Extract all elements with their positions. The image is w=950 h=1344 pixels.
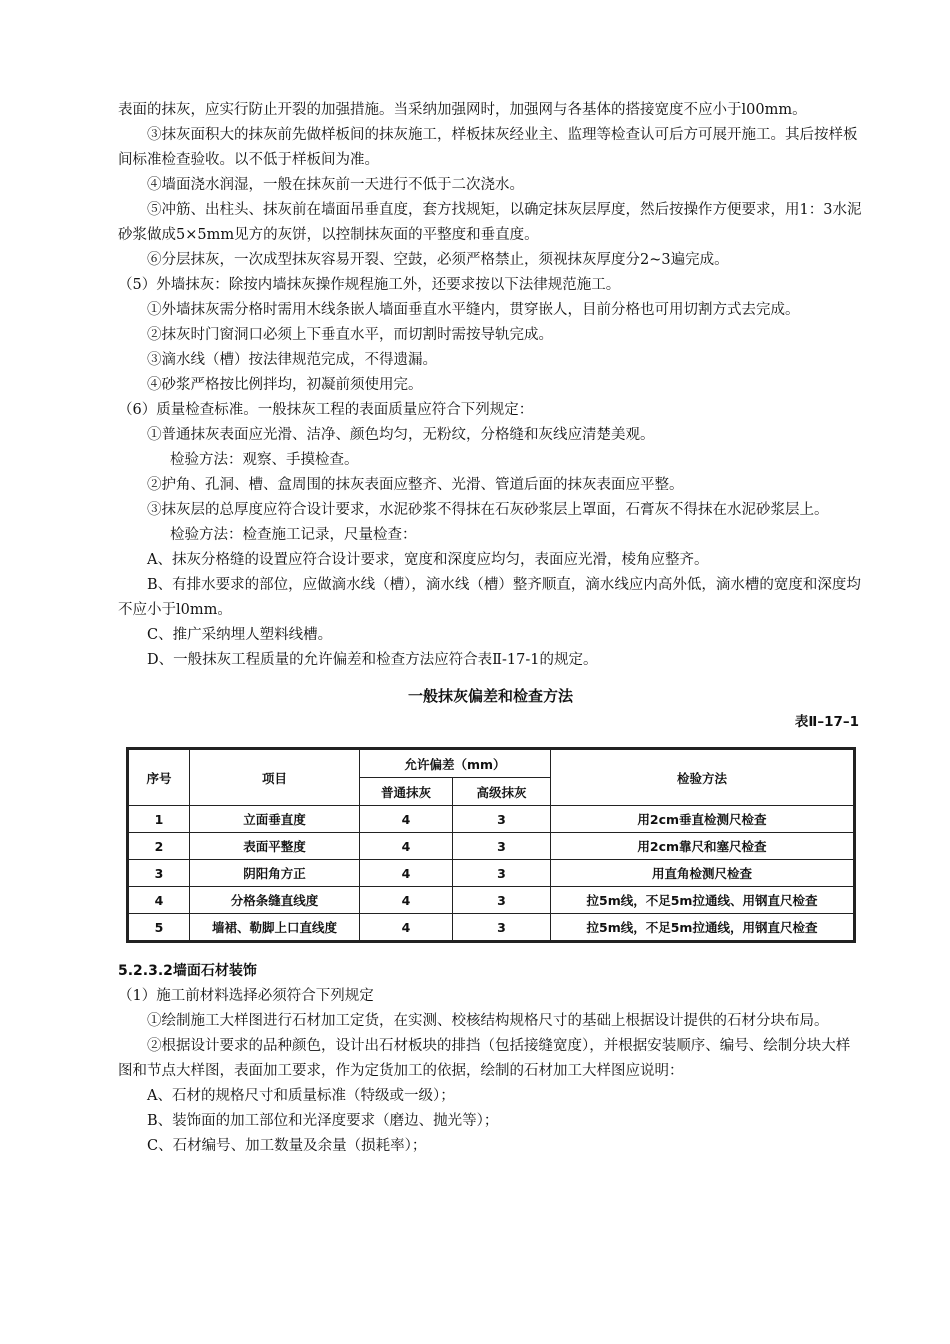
cell-advanced: 3 [453,887,551,914]
paragraph: ③抹灰面积大的抹灰前先做样板间的抹灰施工，样板抹灰经业主、监理等检查认可后方可展开施工。其后按样板间标准检查验收。以不低于样板间为准。 [118,127,858,168]
header-item: 项目 [190,749,360,806]
body-text-bottom [118,984,863,1159]
paragraph: （6）质量检查标准。一般抹灰工程的表面质量应符合下列规定： [118,402,534,418]
cell-method: 拉5m线，不足5m拉通线，用钢直尺检查 [551,914,855,942]
paragraph: A、抹灰分格缝的设置应符合设计要求，宽度和深度应均匀，表面应光滑，棱角应整齐。 [147,552,709,568]
paragraph: ①绘制施工大样图进行石材加工定货，在实测、校核结构规格尺寸的基础上根据设计提供的石材分块布局。 [147,1013,829,1029]
paragraph: B、有排水要求的部位，应做滴水线（槽），滴水线（槽）整齐顺直，滴水线应内高外低，滴水槽的宽度和深度均不应小于l0mm。 [118,577,861,618]
cell-normal: 4 [360,914,453,942]
paragraph: C、石材编号、加工数量及余量（损耗率）； [147,1138,427,1154]
header-seq: 序号 [128,749,190,806]
cell-seq: 3 [128,860,190,887]
header-tolerance: 允许偏差（mm） [360,749,551,778]
tolerance-table [126,747,856,943]
paragraph: A、石材的规格尺寸和质量标准（特级或一级）； [147,1088,455,1104]
cell-advanced: 3 [453,806,551,833]
table-number: 表Ⅱ–17–1 [794,714,859,730]
paragraph: ①外墙抹灰需分格时需用木线条嵌人墙面垂直水平缝内，贯穿嵌人，目前分格也可用切割方式去完成。 [147,302,800,318]
cell-item: 表面平整度 [190,833,360,860]
paragraph: ⑥分层抹灰，一次成型抹灰容易开裂、空鼓，必须严格禁止，须视抹灰厚度分2~3遍完成。 [147,252,729,268]
paragraph: 检验方法：观察、手摸检查。 [170,452,359,468]
paragraph: ①普通抹灰表面应光滑、洁净、颜色均匀，无粉纹，分格缝和灰线应清楚美观。 [147,427,655,443]
table-row [128,887,855,914]
paragraph: ④墙面浇水润湿，一般在抹灰前一天进行不低于二次浇水。 [147,177,524,193]
body-text-top [118,98,863,673]
cell-method: 用2cm靠尺和塞尺检查 [551,833,855,860]
cell-normal: 4 [360,806,453,833]
document-page [118,98,863,1159]
paragraph: ②抹灰时门窗洞口必须上下垂直水平，而切割时需按导轨完成。 [147,327,553,343]
cell-seq: 2 [128,833,190,860]
cell-method: 用2cm垂直检测尺检查 [551,806,855,833]
table-row [128,860,855,887]
paragraph: （1）施工前材料选择必须符合下列规定 [118,988,374,1004]
paragraph: B、装饰面的加工部位和光泽度要求（磨边、抛光等）； [147,1113,499,1129]
paragraph: ⑤冲筋、出柱头、抹灰前在墙面吊垂直度，套方找规矩，以确定抹灰层厚度，然后按操作方便要求，用1：3水泥砂浆做成5×5mm见方的灰饼，以控制抹灰面的平整度和垂直度。 [118,202,862,243]
paragraph: ②护角、孔洞、槽、盒周围的抹灰表面应整齐、光滑、管道后面的抹灰表面应平整。 [147,477,684,493]
paragraph: ④砂浆严格按比例拌均，初凝前须使用完。 [147,377,423,393]
cell-item: 分格条缝直线度 [190,887,360,914]
header-method: 检验方法 [551,749,855,806]
cell-normal: 4 [360,887,453,914]
paragraph: ③滴水线（槽）按法律规范完成，不得遗漏。 [147,352,437,368]
cell-item: 立面垂直度 [190,806,360,833]
cell-method: 用直角检测尺检查 [551,860,855,887]
cell-advanced: 3 [453,860,551,887]
paragraph: ③抹灰层的总厚度应符合设计要求，水泥砂浆不得抹在石灰砂浆层上罩面，石膏灰不得抹在水泥砂浆层上。 [147,502,829,518]
paragraph: 表面的抹灰，应实行防止开裂的加强措施。当采纳加强网时，加强网与各基体的搭接宽度不应小于l00mm。 [118,102,807,118]
cell-normal: 4 [360,833,453,860]
paragraph: 检验方法：检查施工记录，尺量检查： [170,527,417,543]
cell-seq: 4 [128,887,190,914]
cell-advanced: 3 [453,833,551,860]
paragraph: C、推广采纳埋人塑料线槽。 [147,627,333,643]
table-row [128,806,855,833]
cell-seq: 5 [128,914,190,942]
paragraph: ②根据设计要求的品种颜色，设计出石材板块的排挡（包括接缝宽度），并根据安装顺序、编号、绘制分块大样图和节点大样图，表面加工要求，作为定货加工的依据，绘制的石材加工大样图应说明： [118,1038,851,1079]
cell-normal: 4 [360,860,453,887]
header-advanced: 高级抹灰 [453,778,551,806]
section-heading: 5.2.3.2墙面石材装饰 [118,963,257,979]
table-row [128,914,855,942]
cell-seq: 1 [128,806,190,833]
cell-item: 墙裙、勒脚上口直线度 [190,914,360,942]
table-title: 一般抹灰偏差和检查方法 [407,687,573,705]
paragraph: （5）外墙抹灰：除按内墙抹灰操作规程施工外，还要求按以下法律规范施工。 [118,277,621,293]
paragraph: D、一般抹灰工程质量的允许偏差和检查方法应符合表Ⅱ-17-1的规定。 [147,652,598,668]
header-normal: 普通抹灰 [360,778,453,806]
cell-method: 拉5m线，不足5m拉通线、用钢直尺检查 [551,887,855,914]
cell-advanced: 3 [453,914,551,942]
table-row [128,833,855,860]
cell-item: 阴阳角方正 [190,860,360,887]
